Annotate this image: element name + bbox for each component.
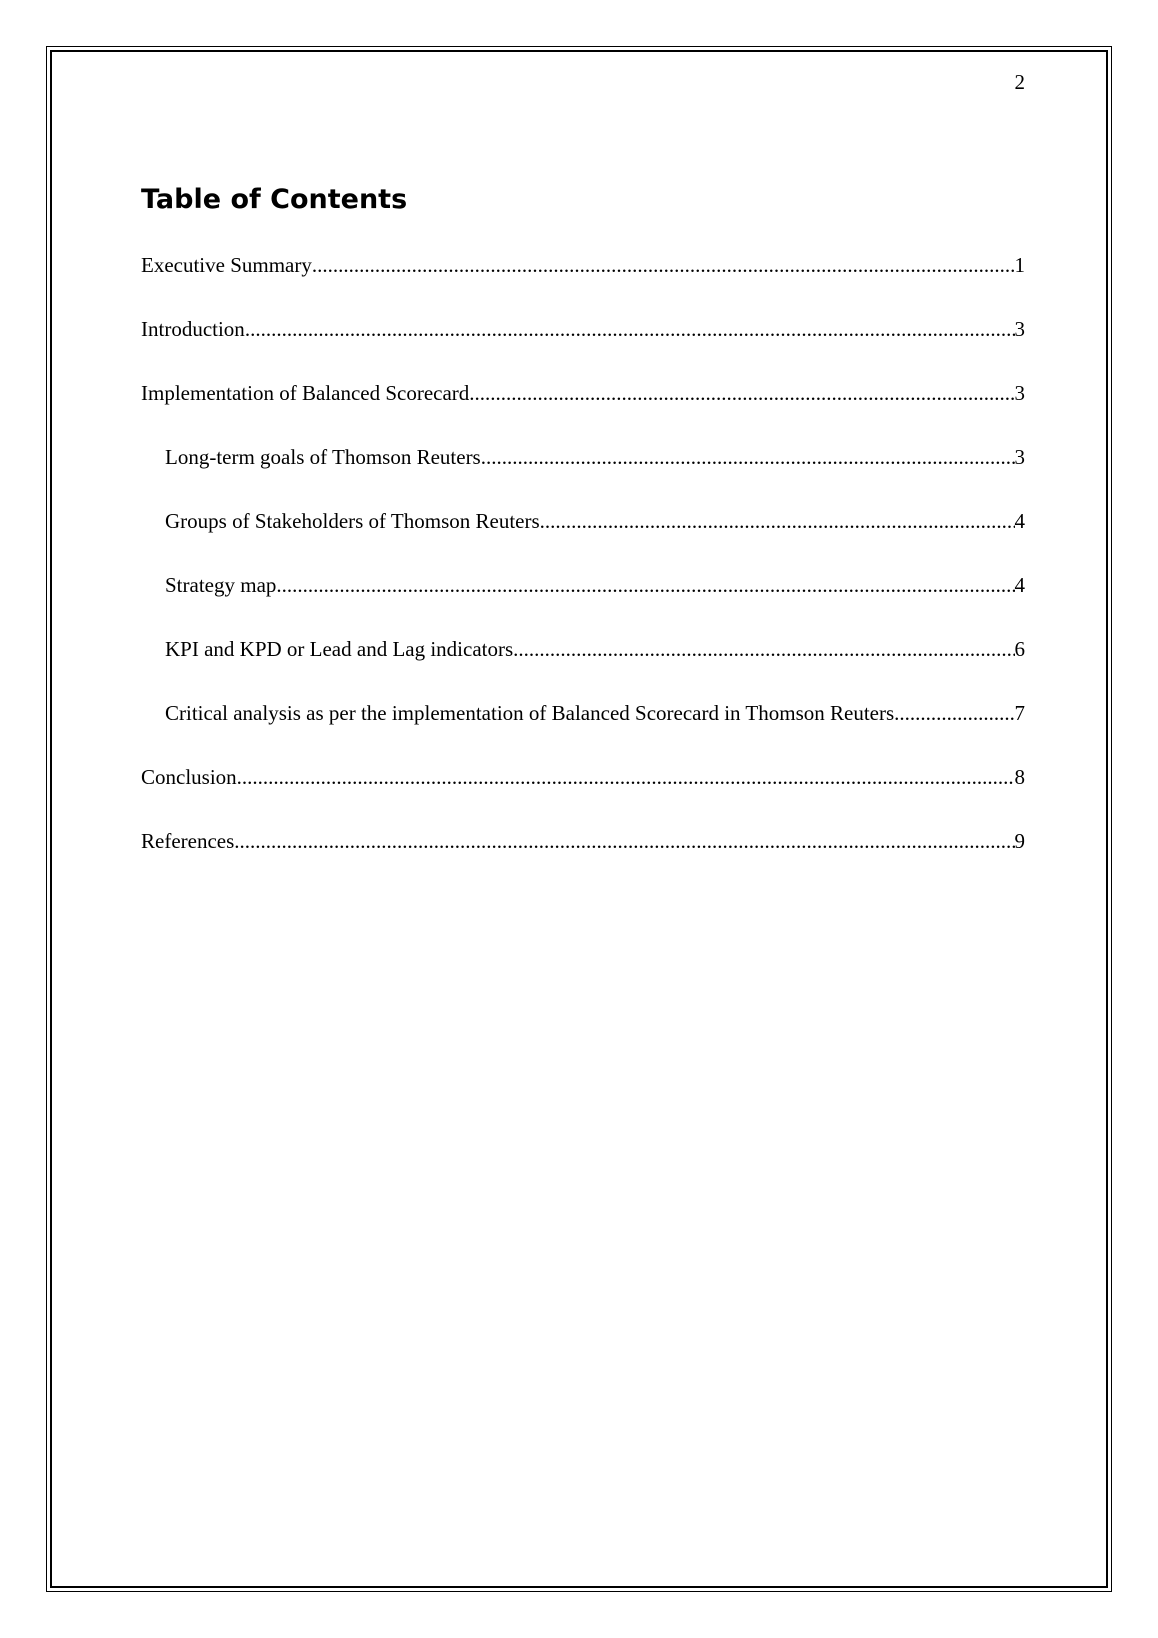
toc-entry-executive-summary[interactable] — [141, 250, 1025, 314]
toc-entry-text: Critical analysis as per the implementation of Balanced Scorecard in Thomson Reuters — [165, 701, 895, 725]
toc-entry-page: 4 — [1014, 509, 1025, 533]
toc-dot-leader — [276, 570, 1014, 600]
toc-entry-text: Executive Summary — [141, 253, 312, 277]
toc-entry-text: KPI and KPD or Lead and Lag indicators — [165, 637, 514, 661]
toc-entry-page: 1 — [1014, 253, 1025, 277]
toc-entry-references[interactable] — [141, 826, 1025, 890]
toc-dot-leader — [469, 378, 1014, 408]
toc-dot-leader — [245, 314, 1015, 344]
toc-entry-introduction[interactable] — [141, 314, 1025, 378]
toc-dot-leader — [540, 506, 1015, 536]
toc-entry-page: 3 — [1014, 445, 1025, 469]
toc-entry-strategy-map[interactable] — [141, 570, 1025, 634]
toc-dot-leader — [312, 250, 1015, 280]
toc-list — [141, 250, 1025, 890]
toc-entry-page: 8 — [1014, 765, 1025, 789]
toc-entry-implementation[interactable] — [141, 378, 1025, 442]
toc-entry-conclusion[interactable] — [141, 762, 1025, 826]
toc-entry-kpi-kpd[interactable] — [141, 634, 1025, 698]
toc-dot-leader — [234, 826, 1014, 856]
toc-entry-page: 6 — [1014, 637, 1025, 661]
toc-entry-page: 9 — [1014, 829, 1025, 853]
toc-entry-text: References — [141, 829, 235, 853]
toc-entry-page: 3 — [1014, 317, 1025, 341]
toc-entry-text: Introduction — [141, 317, 245, 341]
toc-entry-stakeholders[interactable] — [141, 506, 1025, 570]
toc-entry-critical-analysis[interactable] — [141, 698, 1025, 762]
toc-dot-leader — [894, 698, 1014, 728]
toc-entry-page: 7 — [1014, 701, 1025, 725]
toc-entry-text: Strategy map — [165, 573, 277, 597]
page-number: 2 — [1014, 70, 1025, 94]
toc-dot-leader — [481, 442, 1015, 472]
toc-dot-leader — [513, 634, 1014, 664]
toc-title: Table of Contents — [141, 184, 408, 215]
toc-dot-leader — [237, 762, 1015, 792]
toc-entry-text: Implementation of Balanced Scorecard — [141, 381, 470, 405]
toc-entry-text: Long-term goals of Thomson Reuters — [165, 445, 481, 469]
toc-entry-long-term-goals[interactable] — [141, 442, 1025, 506]
toc-entry-page: 4 — [1014, 573, 1025, 597]
toc-entry-page: 3 — [1014, 381, 1025, 405]
toc-entry-text: Conclusion — [141, 765, 237, 789]
toc-entry-text: Groups of Stakeholders of Thomson Reuters — [165, 509, 540, 533]
